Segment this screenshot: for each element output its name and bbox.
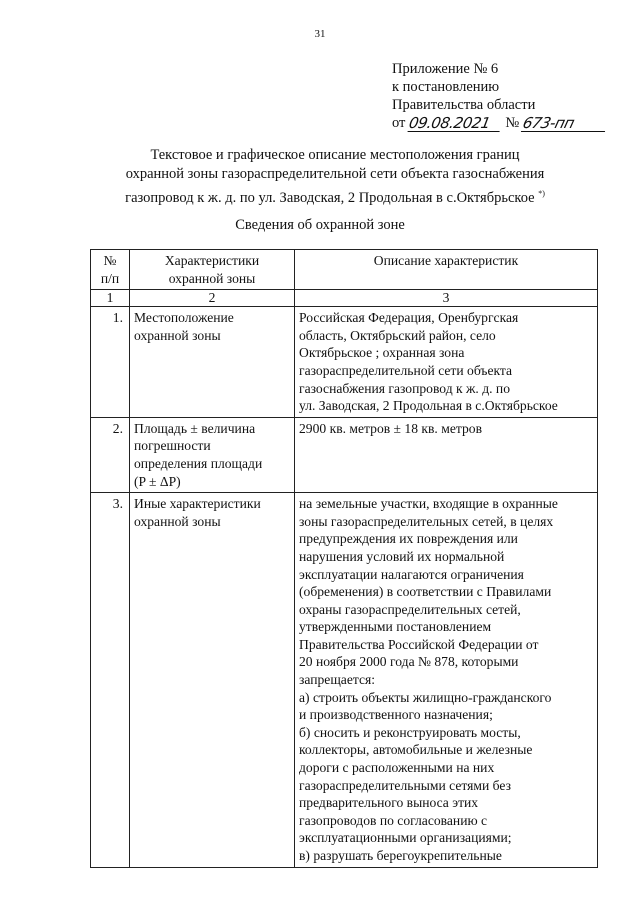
row-characteristic: Площадь ± величина погрешности определения площади (P ± ΔP): [130, 417, 295, 492]
handwritten-doc-number: 673-пп: [521, 115, 609, 132]
zone-info-table: [90, 249, 598, 868]
appendix-line-1: Приложение № 6: [392, 61, 499, 77]
index-cell-3: 3: [295, 290, 598, 307]
handwritten-date: 09.08.2021: [408, 115, 503, 132]
row-number: 2.: [91, 417, 130, 492]
row-number: 3.: [91, 493, 130, 867]
title-line-2: охранной зоны газораспределительной сети объекта газоснабжения: [125, 166, 545, 182]
row-description: Российская Федерация, Оренбургская область, Октябрьский район, село Октябрьское ; охранная зона газораспределительной сети объекта газоснабжения газопровод к ж. д. по ул. Заводская, 2 Продольная в с.Октябрьское: [295, 307, 598, 418]
row-characteristic: Местоположение охранной зоны: [130, 307, 295, 418]
row-description: 2900 кв. метров ± 18 кв. метров: [295, 417, 598, 492]
row-description: на земельные участки, входящие в охранные зоны газораспределительных сетей, в целях предупреждения их повреждения или нарушения условий их нормальной эксплуатации налагаются ограничения (обременения) в соответствии с Правилами охраны газораспределительных сетей, утвержденными постановлением Правительства Российской Федерации от 20 ноября 2000 года № 878, которыми запрещается: а) строить объекты жилищно-гражданского и производственного назначения; б) сносить и реконструировать мосты, коллекторы, автомобильные и железные дороги с расположенными на них газораспределительными сетями без предварительного выноса этих газопроводов по согласованию с эксплуатационными организациями; в) разрушать берегоукрепительные: [295, 493, 598, 867]
table-index-row: [91, 290, 598, 307]
appendix-block: [392, 60, 622, 132]
table-row: [91, 417, 598, 492]
header-number: № п/п: [91, 250, 130, 290]
header-characteristic: Характеристики охранной зоны: [130, 250, 295, 290]
title-line-1: Текстовое и графическое описание местоположения границ: [150, 147, 520, 163]
appendix-date-number-line: [392, 114, 622, 132]
number-label: №: [505, 115, 520, 131]
header-description: Описание характеристик: [295, 250, 598, 290]
row-number: 1.: [91, 307, 130, 418]
table-row: [91, 493, 598, 867]
appendix-line-3: Правительства области: [392, 97, 536, 113]
index-cell-1: 1: [91, 290, 130, 307]
section-subtitle: Сведения об охранной зоне: [235, 217, 405, 233]
row-characteristic: Иные характеристики охранной зоны: [130, 493, 295, 867]
title-line-3: [60, 184, 610, 208]
table-row: [91, 307, 598, 418]
index-cell-2: 2: [130, 290, 295, 307]
page-number: 31: [314, 28, 326, 40]
table-header-row: [91, 250, 598, 290]
appendix-line-2: к постановлению: [392, 79, 500, 95]
title-line-3-text: газопровод к ж. д. по ул. Заводская, 2 Продольная в с.Октябрьское: [125, 189, 535, 206]
from-label: от: [392, 115, 406, 131]
document-title: [60, 146, 610, 208]
footnote-mark: *): [538, 189, 545, 198]
